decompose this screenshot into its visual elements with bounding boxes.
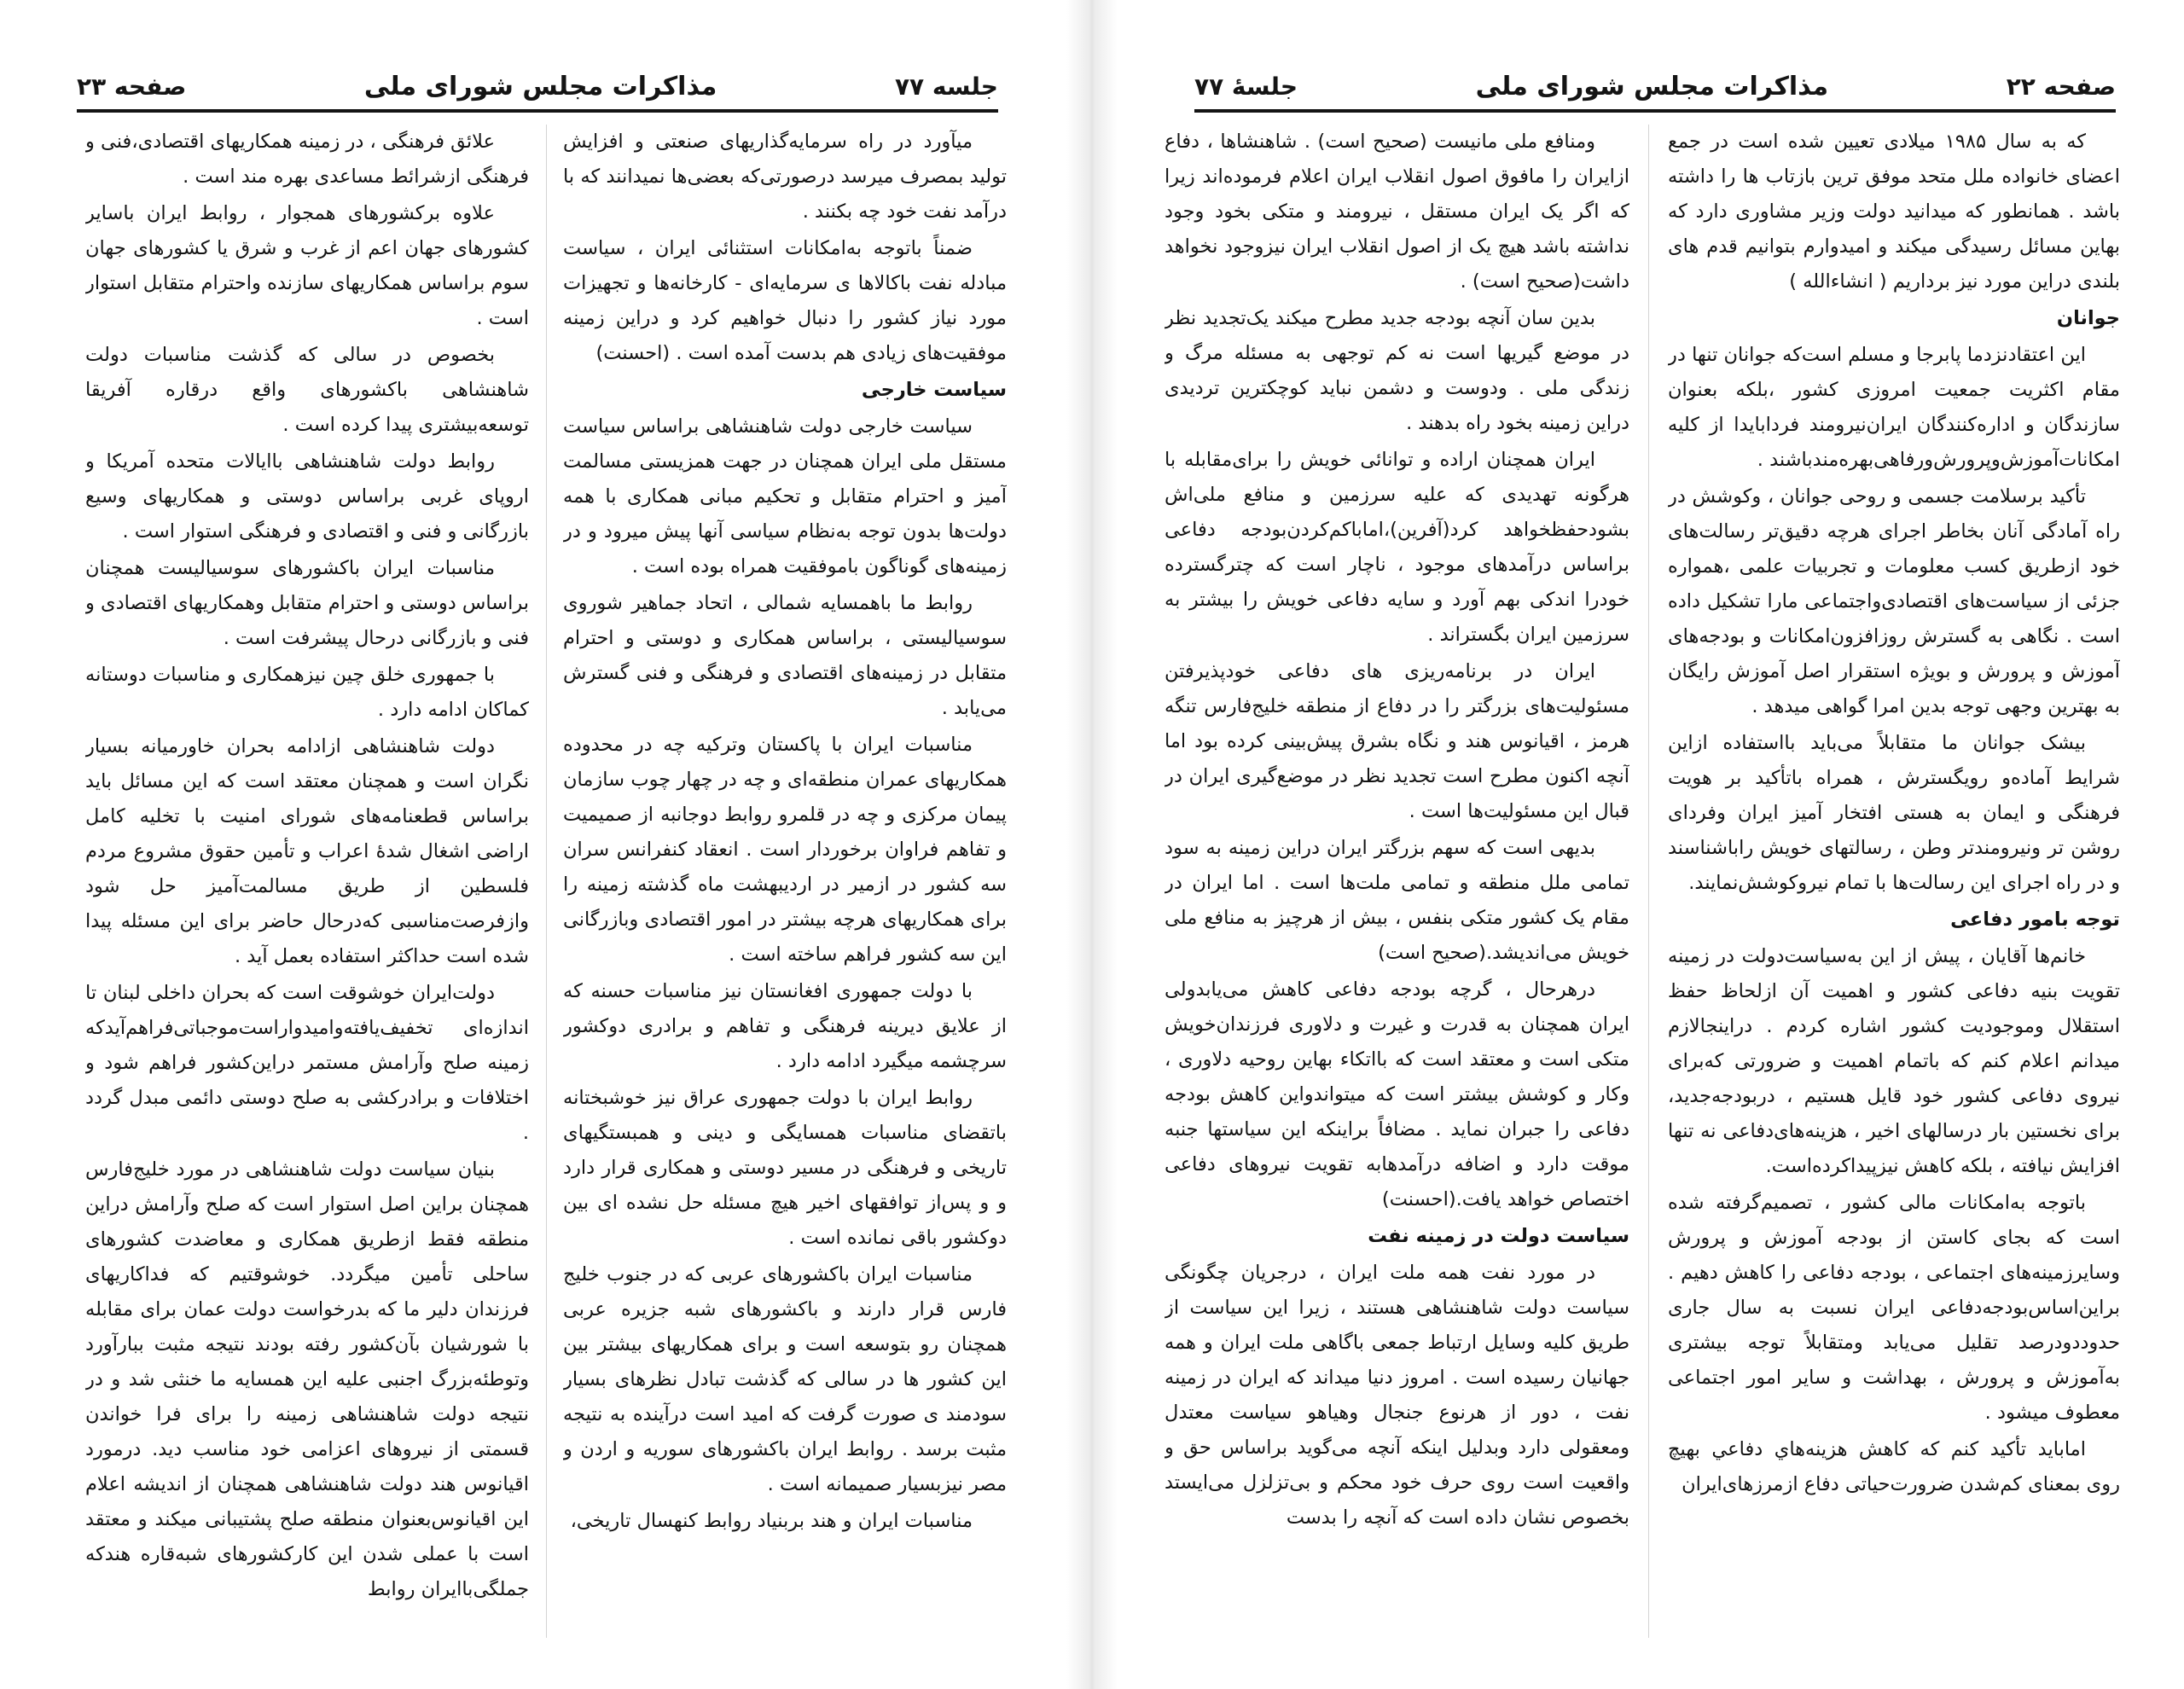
paragraph: بخصوص در سالی که گذشت مناسبات دولت شاهنشاهی باکشورهای واقع درقاره آفریقا توسعه‌بیشتری پیدا کرده است . xyxy=(85,344,529,436)
session-label: جلسهٔ ۷۷ xyxy=(1194,72,1298,101)
header-rule xyxy=(1194,109,2116,113)
paragraph: بدین سان آنچه بودجه جدید مطرح میکند یک‌تجدید نظر در موضع گیریها است نه کم توجهی به مسئله مرگ و زندگی ملی . ودوست و دشمن نباید کوچکترین تردیدی دراین زمینه بخود راه بدهند . xyxy=(1165,307,1629,434)
paragraph: باتوجه به‌امکانات مالی کشور ، تصمیم‌گرفته شده است که بجای کاستن از بودجه آموزش و پرورش وسایرزمینه‌های اجتماعی ، بودجه دفاعی را کاهش دهیم . براین‌اساس‌بودجه‌دفاعی ایران نسبت به سال جاری حدوددودرصد تقلیل می‌یابد ومتقابلاً توجه بیشتری به‌آموزش و پرورش ، بهداشت و سایر امور اجتماعی معطوف میشود . xyxy=(1668,1192,2120,1424)
left-page xyxy=(0,0,1066,1689)
paragraph: بدیهی است که سهم بزرگتر ایران دراین زمینه به سود تمامی ملل منطقه و تمامی ملت‌ها است . اما ایران در مقام یک کشور متکی بنفس ، بیش از هرچیز به منافع ملی خویش می‌اندیشد.(صحیح است) xyxy=(1165,837,1629,964)
text-column-left xyxy=(85,125,529,1655)
paragraph: ضمناً باتوجه به‌امکانات استثنائی ایران ، سیاست مبادله نفت باکالاها ی سرمایه‌ای - کارخانه‌ها و تجهیزات مورد نیاز کشور را دنبال خواهیم کرد و دراین زمینه موفقیت‌های زیادی هم بدست آمده است . (احسنت) xyxy=(563,237,1007,364)
page-number: صفحه ۲۳ xyxy=(77,72,187,101)
paragraph: امابايد تأكيد كنم كه كاهش هزينه‌هاي دفاعي بهيچ روی بمعنای کم‌شدن ضرورت‌حیاتی دفاع ازمرزهای‌ایران xyxy=(1668,1438,2120,1495)
right-page xyxy=(1118,0,2184,1689)
paragraph: علاوه برکشورهای همجوار ، روابط ایران باسایر کشورهای جهان اعم از غرب و شرق یا کشورهای جهان سوم براساس همکاریهای سازنده واحترام متقابل استوار است . xyxy=(85,202,529,329)
paragraph: مناسبات ایران باکشورهای عربی که در جنوب خلیج فارس قرار دارند و باکشورهای شبه جزیره عربی همچنان رو بتوسعه است و برای همکاریهای بیشتر بین این کشور ها در سالی که گذشت تبادل نظرهای بسیار سودمند ی صورت گرفت که امید است درآینده به نتیجه مثبت برسد . روابط ایران باکشورهای سوریه و اردن و مصر نیزبسیار صمیمانه است . xyxy=(563,1263,1007,1495)
section-heading: سیاست دولت در زمینه نفت xyxy=(1368,1225,1629,1247)
column-divider xyxy=(1648,125,1649,1638)
book-gutter xyxy=(1066,0,1118,1689)
page-header-title: مذاکرات مجلس شورای ملی xyxy=(363,71,717,102)
paragraph: ایران همچنان اراده و توانائی خویش را برای‌مقابله با هرگونه تهدیدی که علیه سرزمین و منافع ملی‌اش بشودحفظخواهد کرد(آفرین)،امابا‌کم‌کردن‌بودجه دفاعی براساس درآمدهای موجود ، ناچار است که چترگسترده خودرا اندکی بهم آورد و سایه دفاعی خویش را بیشتر به سرزمین ایران بگستراند . xyxy=(1165,449,1629,646)
section-heading: جوانان xyxy=(2056,307,2120,329)
paragraph: علائق فرهنگی ، در زمینه همکاریهای اقتصادی،فنی و فرهنگی ازشرائط مساعدی بهره مند است . xyxy=(85,131,529,188)
section-heading: توجه بامور دفاعی xyxy=(1950,908,2120,931)
text-column-right xyxy=(563,125,1007,1655)
paragraph: درهرحال ، گرچه بودجه دفاعی کاهش می‌یابدولی ایران همچنان به قدرت و غیرت و دلاوری فرزندان‌خویش متکی است و معتقد است که بااتکاء بهاین روحیه دلاوری ، وکار و کوشش بیشتر است که میتواندواین کاهش بودجه دفاعی را جبران نماید . مضافاً براینکه این سیاستها جنبه موقت دارد و اضافه درآمدها‌به تقویت نیروهای دفاعی اختصاص خواهد یافت.(احسنت) xyxy=(1165,978,1629,1210)
page-header-title: مذاکرات مجلس شورای ملی xyxy=(1475,71,1829,102)
page-header xyxy=(77,67,998,106)
paragraph: مناسبات ایران باکشورهای سوسیالیست همچنان براساس دوستی و احترام متقابل وهمکاریهای اقتصادی و فنی و بازرگانی درحال پیشرفت است . xyxy=(85,557,529,649)
paragraph: روابط ایران با دولت جمهوری عراق نیز خوشبختانه باتقضای مناسبات همسایگی و دینی و همبستگیهای تاریخی و فرهنگی در مسیر دوستی و همکاری قرار دارد و و پس‌از توافقهای اخیر هیچ مسئله حل نشده ای بین دوکشور باقی نمانده است . xyxy=(563,1087,1007,1249)
paragraph: دولت‌ایران خوشوقت است که بحران داخلی لبنان تا اندازه‌ای تخفیف‌یافته‌وامیدواراست‌موجباتی‌فراهم‌آید‌که زمینه صلح وآرامش مستمر دراین‌کشور فراهم شود و اختلافات و برادرکشی به صلح دوستی دائمی مبدل گردد . xyxy=(85,982,529,1144)
text-column-right xyxy=(1668,125,2120,1655)
paragraph: بنیان سیاست دولت شاهنشاهی در مورد خلیج‌فارس همچنان براین اصل استوار است که صلح وآرامش دراین منطقه فقط ازطریق همکاری و معاضدت کشورهای ساحلی تأمین میگردد. خوشوقتیم که فداکاریهای فرزندان دلیر ما که بدرخواست دولت عمان برای مقابله با شورشیان بآن‌کشور رفته بودند نتیجه مثبت ببارآورد وتوطئه‌بزرگ اجنبی علیه این همسایه ما خنثی شد و در نتیجه دولت شاهنشاهی زمینه را برای فرا خواندن قسمتی از نیروهای اعزامی خود مناسب دید. درمورد اقیانوس هند دولت شاهنشاهی همچنان از اندیشه اعلام این اقیانوس‌بعنوان منطقه صلح پشتیبانی میکند و معتقد است با عملی شدن این کارکشورهای شبه‌قاره هندکه جملگی‌باایران روابط xyxy=(85,1158,529,1600)
paragraph: خانم‌ها آقایان ، پیش از این به‌سیاست‌دولت در زمینه تقویت بنیه دفاعی کشور و اهمیت آن ازلحاظ حفظ استقلال وموجودیت کشور اشاره کردم . دراینجالازم میدانم اعلام کنم که باتمام اهمیت و ضرورتی که‌برای نیروی دفاعی کشور خود قایل هستیم ، دربودجه‌جدید، برای نخستین بار درسالهای اخیر ، هزینه‌های‌دفاعی نه تنها افزایش نیافته ، بلکه کاهش نیزپیدا‌کرده‌است. xyxy=(1668,945,2120,1177)
paragraph: دولت شاهنشاهی ازادامه بحران خاورمیانه بسیار نگران است و همچنان معتقد است که این مسائل باید براساس قطعنامه‌های شورای امنیت با تخلیه کامل اراضی اشغال شدهٔ اعراب و تأمین حقوق مشروع مردم فلسطین از طریق مسالمت‌آمیز حل شود وازفرصت‌مناسبی که‌درحال حاضر برای این مسئله پیدا شده است حداکثر استفاده بعمل آید . xyxy=(85,735,529,967)
paragraph: مناسبات ایران و هند بربنیاد روابط کنهسال تاریخی، xyxy=(570,1510,973,1532)
paragraph: در مورد نفت همه ملت ایران ، درجریان چگونگی سیاست دولت شاهنشاهی هستند ، زیرا این سیاست از طریق کلیه وسایل ارتباط جمعی باگاهی ملت ایران و همه جهانیان رسیده است . امروز دنیا میداند که ایران در زمینه نفت ، دور از هرنوع جنجال وهیاهو سیاست معتدل ومعقولی دارد وبدلیل اینکه آنچه می‌گوید براساس حق و واقعیت است روی حرف خود محکم و بی‌تزلزل می‌ایستد بخصوص نشان داده است که آنچه را بدست xyxy=(1165,1262,1629,1529)
paragraph: روابط ما باهمسایه شمالی ، اتحاد جماهیر شوروی سوسیالیستی ، براساس همکاری و دوستی و احترام متقابل در زمینه‌های اقتصادی و فرهنگی و فنی گسترش می‌یابد . xyxy=(563,592,1007,719)
session-label: جلسه ۷۷ xyxy=(894,72,998,101)
paragraph: که به سال ۱۹۸۵ میلادی تعیین شده است در جمع اعضای خانواده ملل متحد موفق ترین بازتاب ها را داشته باشد . همانطور که میدانید دولت وزیر مشاوری دارد که بهاین مسائل رسیدگی میکند و امیدوارم بتوانیم قدم های بلندی دراین مورد نیز برداریم ( انشاءالله ) xyxy=(1668,131,2120,293)
paragraph: این اعتقادنزدما پابرجا و مسلم است‌که جوانان تنها در مقام اکثریت جمعیت امروزی کشور ،بلکه بعنوان سازندگان و اداره‌کنندگان ایران‌نیرومند فردابایدا از کلیه امکانات‌آموزش‌وپرورش‌ورفاهی‌بهره‌مندباشند . xyxy=(1668,344,2120,471)
paragraph: مناسبات ایران با پاکستان وترکیه چه در محدوده همکاریهای عمران منطقه‌ای و چه در چهار چوب سازمان پیمان مرکزی و چه در قلمرو روابط دوجانبه از صمیمیت و تفاهم فراوان برخوردار است . انعقاد کنفرانس سران سه کشور در ازمیر در اردیبهشت ماه گذشته زمینه را برای همکاریهای هرچه بیشتر در امور اقتصادی وبازرگانی این سه کشور فراهم ساخته است . xyxy=(563,734,1007,966)
paragraph: تأکید برسلامت جسمی و روحی جوانان ، وکوشش در راه آمادگی آنان بخاطر اجرای هرچه دقیق‌تر رسالت‌های خود ازطریق کسب معلومات و تجربیات علمی ،همواره جزئی از سیاست‌های اقتصادی‌واجتماعی مارا تشکیل داده است . نگاهی به گسترش روزافزون‌امکانات و بودجه‌های آموزش و پرورش و بویژه استقرار اصل آموزش رایگان به بهترین وجهی توجه بدین امرا گواهی میدهد . xyxy=(1668,485,2120,717)
paragraph: روابط دولت شاهنشاهی باایالات متحده آمریکا و اروپای غربی براساس دوستی و همکاریهای وسیع بازرگانی و فنی و اقتصادی و فرهنگی استوار است . xyxy=(85,450,529,543)
page-header xyxy=(1194,67,2116,106)
paragraph: با جمهوری خلق چین نیزهمکاری و مناسبات دوستانه کماکان ادامه دارد . xyxy=(85,664,529,721)
section-heading: سیاست خارجی xyxy=(861,379,1007,401)
text-column-left xyxy=(1165,125,1629,1655)
column-divider xyxy=(546,125,547,1638)
paragraph: ومنافع ملی مانیست (صحیح است) . شاهنشاها ، دفاع ازایران را مافوق اصول انقلاب ایران اعلام فرموده‌اند زیرا که اگر یک ایران مستقل ، نیرومند و متکی بخود وجود نداشته باشد هیچ یک از اصول انقلاب ایران نیزوجود نخواهد داشت(صحیح است) . xyxy=(1165,131,1629,293)
header-rule xyxy=(77,109,998,113)
paragraph: میآورد در راه سرمایه‌گذاریهای صنعتی و افزایش تولید بمصرف میرسد درصورتی‌که بعضی‌ها نمیدانند که با درآمد نفت خود چه بکنند . xyxy=(563,131,1007,223)
paragraph: با دولت جمهوری افغانستان نیز مناسبات حسنه که از علایق دیرینه فرهنگی و تفاهم و برادری دوکشور سرچشمه میگیرد ادامه دارد . xyxy=(563,980,1007,1072)
page-number: صفحه ۲۲ xyxy=(2006,72,2116,101)
paragraph: سیاست خارجی دولت شاهنشاهی براساس سیاست مستقل ملی ایران همچنان در جهت همزیستی مسالمت آمیز و احترام متقابل و تحکیم مبانی همکاری با همه دولت‌ها بدون توجه به‌نظام سیاسی آنها پیش میرود و در زمینه‌های گوناگون باموفقیت همراه بوده است . xyxy=(563,415,1007,578)
paragraph: ایران در برنامه‌ریزی های دفاعی خودپذیرفتن مسئولیت‌های بزرگتر را در دفاع از منطقه خلیج‌فارس تنگه هرمز ، اقیانوس هند و نگاه بشرق پیش‌بینی کرده بود اما آنچه اکنون مطرح است تجدید نظر در موضع‌گیری ایران در قبال این مسئولیت‌ها است . xyxy=(1165,660,1629,822)
paragraph: بیشک جوانان ما متقابلاً می‌باید بااستفاده ازاین شرایط آماده‌و رویگسترش ، همراه باتأکید بر هویت فرهنگی و ایمان به هستی افتخار آمیز ایران وفردای روشن تر ونیرومندتر وطن ، رسالتهای خویش راباشناسند و در راه اجرای این رسالت‌ها با تمام نیروکوشش‌نمایند. xyxy=(1668,732,2120,894)
